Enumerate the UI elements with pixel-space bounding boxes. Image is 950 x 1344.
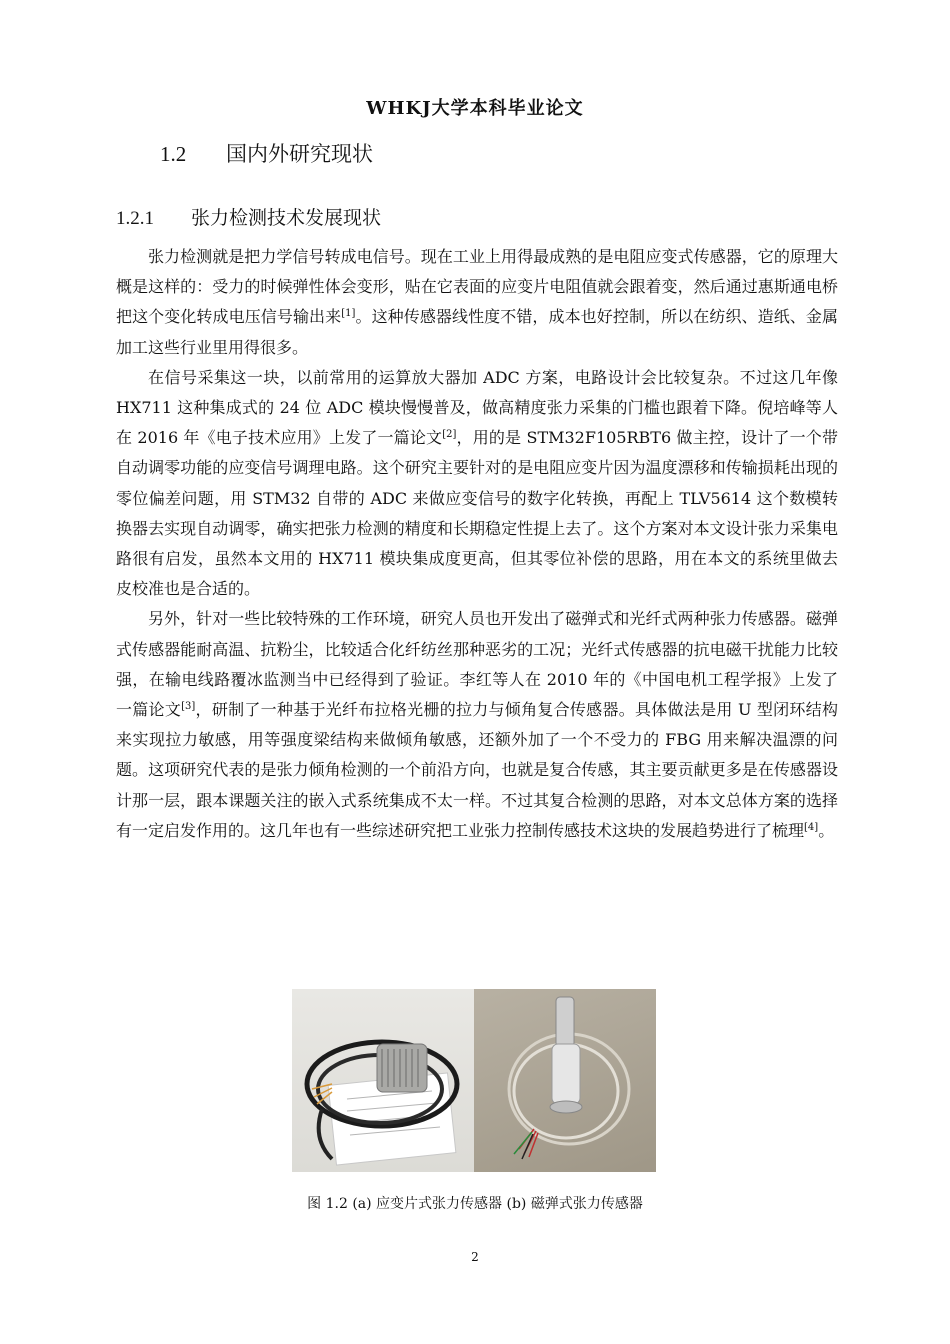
subsection-title: 张力检测技术发展现状 [191, 207, 382, 229]
citation: [3] [181, 701, 196, 713]
figure-caption: 图 1.2 (a) 应变片式张力传感器 (b) 磁弹式张力传感器 [307, 1196, 643, 1212]
magnetoelastic-sensor-photo [474, 989, 656, 1172]
section-title: 国内外研究现状 [226, 142, 373, 166]
subsection-number: 1.2.1 [116, 208, 154, 229]
running-header: WHKJ大学本科毕业论文 [366, 98, 584, 119]
paragraph [116, 363, 838, 605]
paragraph-text: 张力检测就是把力学信号转成电信号。现在工业上用得最成熟的是电阻应变式传感器，它的原理大概是这样的：受力的时候弹性体会变形，贴在它表面的应变片电阻值就会跟着变，然后通过惠斯通电桥把这个变化转成电压信号输出来 [116, 247, 838, 327]
paragraph-text: 。这种传感器线性度不错，成本也好控制，所以在纺织、造纸、金属加工这些行业里用得很多。 [116, 307, 838, 357]
paragraph-text: 另外，针对一些比较特殊的工作环境，研究人员也开发出了磁弹式和光纤式两种张力传感器。磁弹式传感器能耐高温、抗粉尘，比较适合化纤纺丝那种恶劣的工况；光纤式传感器的抗电磁干扰能力比较强，在输电线路覆冰监测当中已经得到了验证。李红等人在 2010 年的《中国电机工程学报》上发了一篇论文 [116, 609, 838, 720]
paragraph-text: ，用的是 STM32F105RBT6 做主控，设计了一个带自动调零功能的应变信号调理电路。这个研究主要针对的是电阻应变片因为温度漂移和传输损耗出现的零位偏差问题，用 STM32 自带的 ADC 来做应变信号的数字化转换，再配上 TLV5614 这个数模转换器去实现自动调零，确实把张力检测的精度和长期稳定性提上去了。这个方案对本文设计张力采集电路很有启发，虽然本文用的 HX711 模块集成度更高，但其零位补偿的思路，用在本文的系统里做去皮校准也是合适的。 [116, 428, 838, 599]
paragraph [116, 242, 838, 363]
strain-gauge-sensor-photo [292, 989, 474, 1172]
strain-gauge-sensor-illustration [292, 989, 474, 1172]
citation: [2] [442, 429, 457, 441]
paragraph [116, 604, 838, 846]
figure-photos [292, 989, 656, 1172]
page-number: 2 [471, 1250, 479, 1264]
magnetoelastic-sensor-illustration [474, 989, 656, 1172]
paragraph-text: 在信号采集这一块，以前常用的运算放大器加 ADC 方案，电路设计会比较复杂。不过这几年像 HX711 这种集成式的 24 位 ADC 模块慢慢普及，做高精度张力采集的门槛也跟着下降。倪培峰等人在 2016 年《电子技术应用》上发了一篇论文 [116, 367, 838, 448]
paragraph-text: 。 [818, 820, 835, 840]
citation: [4] [804, 821, 819, 833]
section-heading [160, 138, 373, 168]
subsection-heading [116, 203, 381, 230]
body-text [116, 242, 838, 846]
paragraph-text: ，研制了一种基于光纤布拉格光栅的拉力与倾角复合传感器。具体做法是用 U 型闭环结构来实现拉力敏感，用等强度梁结构来做倾角敏感，还额外加了一个不受力的 FBG 用来解决温漂的问题。这项研究代表的是张力倾角检测的一个前沿方向，也就是复合传感，其主要贡献更多是在传感器设计那一层，跟本课题关注的嵌入式系统集成不太一样。不过其复合检测的思路，对本文总体方案的选择有一定启发作用的。这几年也有一些综述研究把工业张力控制传感技术这块的发展趋势进行了梳理 [116, 700, 838, 840]
section-number: 1.2 [160, 142, 187, 166]
citation: [1] [341, 308, 356, 320]
